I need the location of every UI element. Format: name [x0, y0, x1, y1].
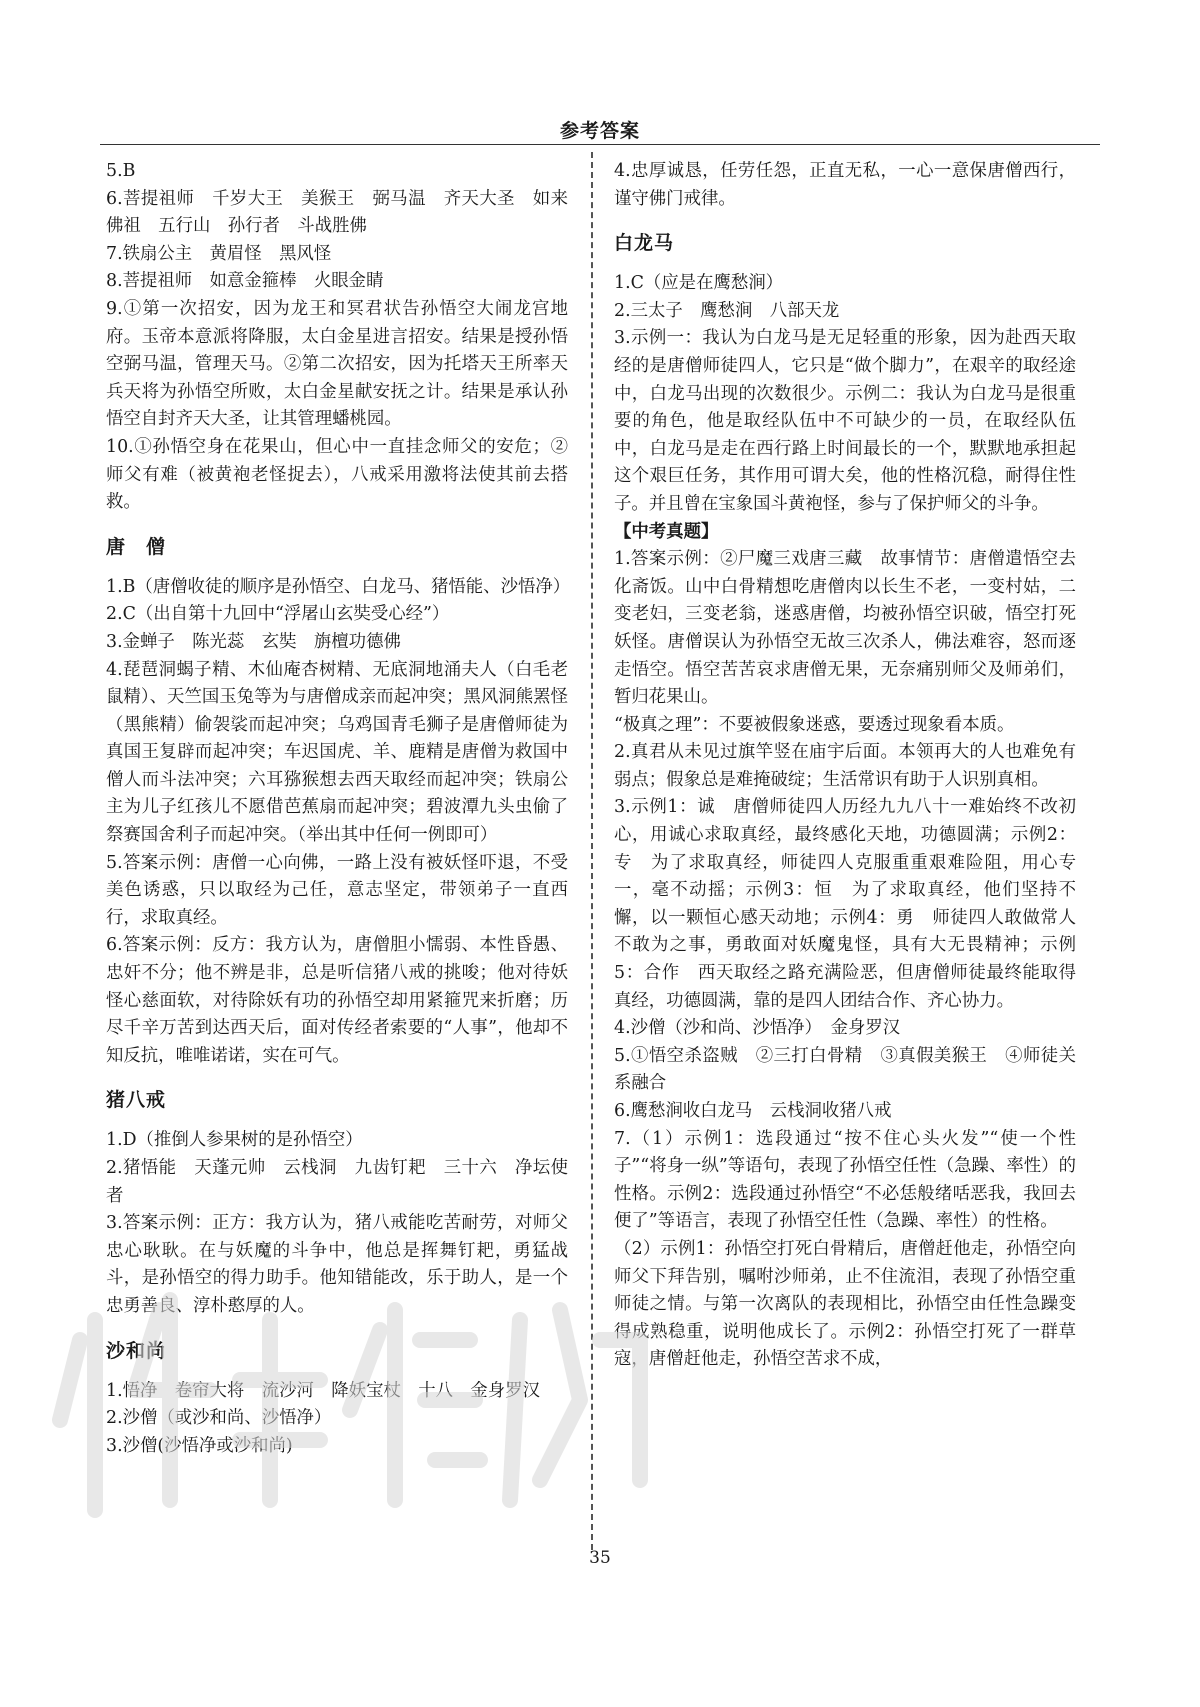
- answer-line: 6.鹰愁涧收白龙马 云栈洞收猪八戒: [614, 1101, 892, 1121]
- answer-line: 2.沙僧（或沙和尚、沙悟净）: [106, 1408, 332, 1429]
- answer-line: 7.铁扇公主 黄眉怪 黑风怪: [106, 243, 332, 264]
- section-heading-bailongma: 白龙马: [614, 232, 675, 255]
- answer-line: 3.沙僧(沙悟净或沙和尚): [106, 1435, 293, 1456]
- answer-line: 5.B: [106, 161, 136, 181]
- answer-line: 5.答案示例：唐僧一心向佛，一路上没有被妖怪吓退，不受美色诱惑，只以取经为己任，意志坚定，带领弟子一直西行，求取真经。: [106, 852, 568, 928]
- answer-line: 1.悟净 卷帘大将 流沙河 降妖宝杖 十八 金身罗汉: [106, 1380, 540, 1401]
- answer-line: 2.真君从未见过旗竿竖在庙宇后面。本领再大的人也难免有弱点；假象总是难掩破绽；生活常识有助于人识别真相。: [614, 742, 1076, 790]
- column-divider: [591, 152, 593, 1550]
- answer-line: 4.忠厚诚恳，任劳任怨，正直无私，一心一意保唐僧西行，谨守佛门戒律。: [614, 161, 1076, 209]
- answer-line: 3.答案示例：正方：我方认为，猪八戒能吃苦耐劳，对师父忠心耿耿。在与妖魔的斗争中，他总是挥舞钉耙，勇猛战斗，是孙悟空的得力助手。他知错能改，乐于助人，是一个忠勇善良、淳朴憨厚的人。: [106, 1213, 568, 1316]
- answer-line: 4.沙僧（沙和尚、沙悟净） 金身罗汉: [614, 1018, 901, 1039]
- section-heading-tangseng: 唐 僧: [106, 535, 167, 558]
- answer-line: 9.①第一次招安，因为龙王和冥君状告孙悟空大闹龙宫地府。玉帝本意派将降服，太白金星进言招安。结果是授孙悟空弼马温，管理天马。②第二次招安，因为托塔天王所率天兵天将为孙悟空所败，太白金星献安抚之计。结果是承认孙悟空自封齐天大圣，让其管理蟠桃园。: [106, 298, 568, 430]
- answer-line: 4.琵琶洞蝎子精、木仙庵杏树精、无底洞地涌夫人（白毛老鼠精）、天竺国玉兔等为与唐僧成亲而起冲突；黑风洞熊罴怪（黑熊精）偷袈裟而起冲突；乌鸡国青毛狮子是唐僧师徒为真国王复辟而起冲突；车迟国虎、羊、鹿精是唐僧为救国中僧人而斗法冲突；六耳猕猴想去西天取经而起冲突；铁扇公主为儿子红孩儿不愿借芭蕉扇而起冲突；碧波潭九头虫偷了祭赛国舍利子而起冲突。（举出其中任何一例即可）: [106, 659, 568, 846]
- answer-line: 3.示例1：诚 唐僧师徒四人历经九九八十一难始终不改初心，用诚心求取真经，最终感化天地，功德圆满；示例2：专 为了求取真经，师徒四人克服重重艰难险阻，用心专一，毫不动摇；示例3：恒 为了求取真经，他们坚持不懈，以一颗恒心感天动地；示例4：勇 师徒四人敢做常人不敢为之事，勇敢面对妖魔鬼怪，具有大无畏精神；示例5：合作 西天取经之路充满险恶，但唐僧师徒最终能取得真经，功德圆满，靠的是四人团结合作、齐心协力。: [614, 797, 1076, 1011]
- answer-line: 2.三太子 鹰愁涧 八部天龙: [614, 300, 840, 321]
- answer-line: 2.C（出自第十九回中“浮屠山玄奘受心经”）: [106, 604, 450, 625]
- page-header-title: 参考答案: [559, 120, 640, 142]
- answer-line: 1.D（推倒人参果树的是孙悟空）: [106, 1130, 363, 1151]
- section-heading-zhongkao: 【中考真题】: [614, 521, 719, 542]
- answer-line: 5.①悟空杀盗贼 ②三打白骨精 ③真假美猴王 ④师徒关系融合: [614, 1045, 1076, 1094]
- answer-line: 1.C（应是在鹰愁涧）: [614, 273, 784, 294]
- page-number: 35: [589, 1548, 611, 1568]
- answer-line: “极真之理”：不要被假象迷惑，要透过现象看本质。: [614, 714, 1015, 735]
- section-heading-zhubajie: 猪八戒: [106, 1089, 167, 1112]
- answer-line: 7.（1）示例1：选段通过“按不住心头火发”“使一个性子”“将身一纵”等语句，表现了孙悟空任性（急躁、率性）的性格。示例2：选段通过孙悟空“不必恁般绪咶恶我，我回去便了”等语言，表现了孙悟空任性（急躁、率性）的性格。: [614, 1128, 1076, 1232]
- answer-line: 1.答案示例：②尸魔三戏唐三藏 故事情节：唐僧遣悟空去化斋饭。山中白骨精想吃唐僧肉以长生不老，一变村姑，二变老妇，三变老翁，迷惑唐僧，均被孙悟空识破，悟空打死妖怪。唐僧误认为孙悟空无故三次杀人，佛法难容，怒而逐走悟空。悟空苦苦哀求唐僧无果，无奈痛别师父及师弟们，暂归花果山。: [614, 549, 1076, 708]
- header-divider: [100, 144, 1100, 145]
- answer-line: 6.菩提祖师 千岁大王 美猴王 弼马温 齐天大圣 如来佛祖 五行山 孙行者 斗战胜佛: [106, 188, 568, 237]
- answer-line: 10.①孙悟空身在花果山，但心中一直挂念师父的安危；②师父有难（被黄袍老怪捉去），八戒采用激将法使其前去搭救。: [106, 436, 568, 513]
- answer-line: 1.B（唐僧收徒的顺序是孙悟空、白龙马、猪悟能、沙悟净）: [106, 576, 571, 597]
- answer-line: 2.猪悟能 天蓬元帅 云栈洞 九齿钉耙 三十六 净坛使者: [106, 1158, 568, 1206]
- answer-line: 3.金蝉子 陈光蕊 玄奘 旃檀功德佛: [106, 631, 401, 652]
- left-column: [106, 158, 571, 1460]
- answer-line: 8.菩提祖师 如意金箍棒 火眼金睛: [106, 271, 384, 292]
- answer-line: 6.答案示例：反方：我方认为，唐僧胆小懦弱、本性昏愚、忠奸不分；他不辨是非，总是听信猪八戒的挑唆；他对待妖怪心慈面软，对待除妖有功的孙悟空却用紧箍咒来折磨；历尽千辛万苦到达西天后，面对传经者索要的“人事”，他却不知反抗，唯唯诺诺，实在可气。: [106, 935, 568, 1066]
- section-heading-shaheshang: 沙和尚: [106, 1339, 167, 1362]
- answer-line: （2）示例1：孙悟空打死白骨精后，唐僧赶他走，孙悟空向师父下拜告别，嘱咐沙师弟，止不住流泪，表现了孙悟空重师徒之情。与第一次离队的表现相比，孙悟空由任性急躁变得成熟稳重，说明他成长了。示例2：孙悟空打死了一群草寇，唐僧赶他走，孙悟空苦求不成，: [614, 1238, 1076, 1370]
- right-column: [614, 158, 1076, 1374]
- answer-line: 3.示例一：我认为白龙马是无足轻重的形象，因为赴西天取经的是唐僧师徒四人，它只是“做个脚力”，在艰辛的取经途中，白龙马出现的次数很少。示例二：我认为白龙马是很重要的角色，他是取经队伍中不可缺少的一员，在取经队伍中，白龙马是走在西行路上时间最长的一个，默默地承担起这个艰巨任务，其作用可谓大矣，他的性格沉稳，耐得住性子。并且曾在宝象国斗黄袍怪，参与了保护师父的斗争。: [614, 328, 1076, 514]
